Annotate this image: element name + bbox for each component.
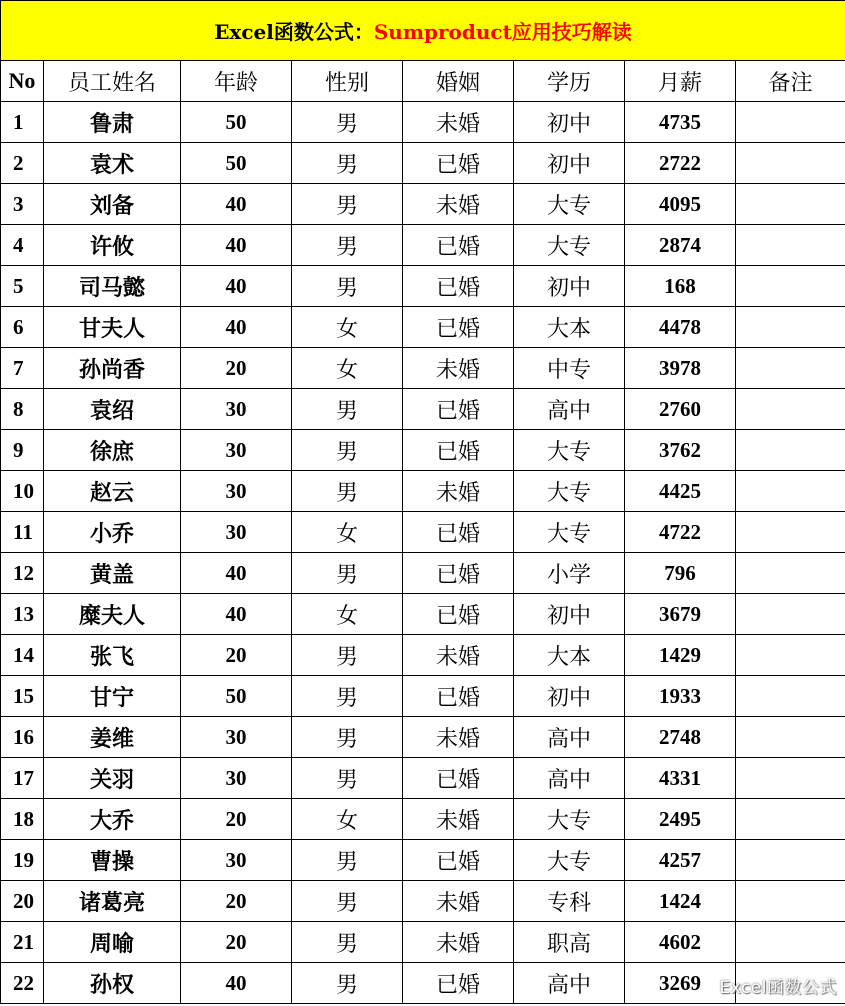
table-row (1, 717, 845, 758)
cell-name[interactable]: 曹操 (44, 840, 181, 881)
cell-no[interactable]: 6 (1, 307, 44, 348)
cell-education[interactable]: 大专 (514, 471, 625, 512)
cell-salary[interactable]: 4722 (625, 512, 736, 553)
cell-gender[interactable]: 男 (292, 471, 403, 512)
cell-marriage[interactable]: 已婚 (403, 758, 514, 799)
cell-education[interactable]: 职高 (514, 922, 625, 963)
cell-age[interactable]: 20 (181, 922, 292, 963)
cell-gender[interactable]: 男 (292, 430, 403, 471)
cell-marriage[interactable]: 已婚 (403, 430, 514, 471)
cell-note[interactable] (736, 635, 845, 676)
cell-salary[interactable]: 4331 (625, 758, 736, 799)
cell-marriage[interactable]: 已婚 (403, 225, 514, 266)
cell-education[interactable]: 大专 (514, 225, 625, 266)
cell-education[interactable]: 大专 (514, 184, 625, 225)
cell-gender[interactable]: 女 (292, 307, 403, 348)
cell-note[interactable] (736, 553, 845, 594)
cell-education[interactable]: 小学 (514, 553, 625, 594)
header-gender[interactable]: 性别 (292, 61, 403, 102)
cell-note[interactable] (736, 717, 845, 758)
cell-education[interactable]: 大本 (514, 307, 625, 348)
cell-marriage[interactable]: 已婚 (403, 594, 514, 635)
cell-name[interactable]: 张飞 (44, 635, 181, 676)
cell-salary[interactable]: 4425 (625, 471, 736, 512)
sheet-title[interactable] (1, 1, 845, 61)
cell-gender[interactable]: 男 (292, 266, 403, 307)
cell-age[interactable]: 30 (181, 430, 292, 471)
cell-marriage[interactable]: 已婚 (403, 307, 514, 348)
cell-no[interactable]: 9 (1, 430, 44, 471)
cell-gender[interactable]: 男 (292, 225, 403, 266)
cell-age[interactable]: 40 (181, 553, 292, 594)
cell-education[interactable]: 初中 (514, 143, 625, 184)
title-highlight: Sumproduct应用技巧解读 (373, 20, 632, 44)
cell-marriage[interactable]: 未婚 (403, 635, 514, 676)
cell-note[interactable] (736, 307, 845, 348)
cell-marriage[interactable]: 未婚 (403, 717, 514, 758)
cell-education[interactable]: 初中 (514, 676, 625, 717)
cell-name[interactable]: 小乔 (44, 512, 181, 553)
cell-education[interactable]: 专科 (514, 881, 625, 922)
cell-age[interactable]: 40 (181, 184, 292, 225)
table-row (1, 799, 845, 840)
cell-note[interactable] (736, 266, 845, 307)
cell-age[interactable]: 50 (181, 143, 292, 184)
table-row (1, 840, 845, 881)
header-row (1, 61, 845, 102)
cell-name[interactable]: 甘宁 (44, 676, 181, 717)
cell-gender[interactable]: 男 (292, 184, 403, 225)
cell-age[interactable]: 40 (181, 225, 292, 266)
cell-name[interactable]: 赵云 (44, 471, 181, 512)
cell-no[interactable]: 13 (1, 594, 44, 635)
cell-note[interactable] (736, 512, 845, 553)
cell-gender[interactable]: 男 (292, 758, 403, 799)
cell-salary[interactable]: 2748 (625, 717, 736, 758)
cell-gender[interactable]: 男 (292, 635, 403, 676)
cell-name[interactable]: 大乔 (44, 799, 181, 840)
table-row (1, 143, 845, 184)
cell-gender[interactable]: 男 (292, 881, 403, 922)
cell-no[interactable]: 15 (1, 676, 44, 717)
cell-name[interactable]: 糜夫人 (44, 594, 181, 635)
header-no[interactable]: No (1, 61, 44, 102)
header-education[interactable]: 学历 (514, 61, 625, 102)
cell-salary[interactable]: 796 (625, 553, 736, 594)
cell-no[interactable]: 8 (1, 389, 44, 430)
cell-salary[interactable]: 4095 (625, 184, 736, 225)
cell-marriage[interactable]: 未婚 (403, 102, 514, 143)
cell-education[interactable]: 高中 (514, 389, 625, 430)
cell-no[interactable]: 2 (1, 143, 44, 184)
cell-gender[interactable]: 女 (292, 594, 403, 635)
cell-marriage[interactable]: 已婚 (403, 676, 514, 717)
cell-age[interactable]: 20 (181, 799, 292, 840)
table-row (1, 758, 845, 799)
table-row (1, 594, 845, 635)
cell-gender[interactable]: 男 (292, 553, 403, 594)
cell-no[interactable]: 20 (1, 881, 44, 922)
cell-name[interactable]: 甘夫人 (44, 307, 181, 348)
cell-note[interactable] (736, 102, 845, 143)
cell-marriage[interactable]: 已婚 (403, 389, 514, 430)
cell-gender[interactable]: 女 (292, 512, 403, 553)
cell-education[interactable]: 大专 (514, 512, 625, 553)
cell-no[interactable]: 1 (1, 102, 44, 143)
header-age[interactable]: 年龄 (181, 61, 292, 102)
cell-note[interactable] (736, 184, 845, 225)
title-prefix: Excel函数公式： (214, 20, 374, 44)
header-salary[interactable]: 月薪 (625, 61, 736, 102)
cell-age[interactable]: 40 (181, 307, 292, 348)
cell-salary[interactable]: 4602 (625, 922, 736, 963)
cell-education[interactable]: 大专 (514, 430, 625, 471)
cell-note[interactable] (736, 840, 845, 881)
cell-no[interactable]: 12 (1, 553, 44, 594)
cell-name[interactable]: 诸葛亮 (44, 881, 181, 922)
cell-name[interactable]: 徐庶 (44, 430, 181, 471)
title-row (1, 1, 845, 61)
cell-salary[interactable]: 3762 (625, 430, 736, 471)
cell-gender[interactable]: 男 (292, 922, 403, 963)
cell-education[interactable]: 高中 (514, 758, 625, 799)
cell-education[interactable]: 初中 (514, 594, 625, 635)
cell-gender[interactable]: 女 (292, 799, 403, 840)
cell-no[interactable]: 5 (1, 266, 44, 307)
cell-gender[interactable]: 男 (292, 102, 403, 143)
table-row (1, 512, 845, 553)
cell-name[interactable]: 司马懿 (44, 266, 181, 307)
cell-note[interactable] (736, 348, 845, 389)
cell-age[interactable]: 50 (181, 676, 292, 717)
cell-note[interactable] (736, 676, 845, 717)
cell-no[interactable]: 17 (1, 758, 44, 799)
cell-name[interactable]: 黄盖 (44, 553, 181, 594)
cell-marriage[interactable]: 已婚 (403, 512, 514, 553)
table-row (1, 307, 845, 348)
cell-no[interactable]: 21 (1, 922, 44, 963)
cell-age[interactable]: 20 (181, 881, 292, 922)
cell-education[interactable]: 大专 (514, 799, 625, 840)
cell-no[interactable]: 7 (1, 348, 44, 389)
cell-age[interactable]: 30 (181, 471, 292, 512)
cell-marriage[interactable]: 未婚 (403, 922, 514, 963)
cell-marriage[interactable]: 已婚 (403, 840, 514, 881)
cell-marriage[interactable]: 未婚 (403, 881, 514, 922)
table-row (1, 881, 845, 922)
table-row (1, 266, 845, 307)
cell-salary[interactable]: 4478 (625, 307, 736, 348)
cell-name[interactable]: 袁术 (44, 143, 181, 184)
cell-salary[interactable]: 4257 (625, 840, 736, 881)
cell-age[interactable]: 30 (181, 512, 292, 553)
cell-salary[interactable]: 1424 (625, 881, 736, 922)
cell-salary[interactable]: 168 (625, 266, 736, 307)
cell-salary[interactable]: 3679 (625, 594, 736, 635)
table-row (1, 184, 845, 225)
cell-name[interactable]: 许攸 (44, 225, 181, 266)
cell-age[interactable]: 30 (181, 389, 292, 430)
cell-gender[interactable]: 男 (292, 963, 403, 1004)
cell-no[interactable]: 10 (1, 471, 44, 512)
cell-salary[interactable]: 2760 (625, 389, 736, 430)
table-row (1, 389, 845, 430)
cell-age[interactable]: 50 (181, 102, 292, 143)
cell-salary[interactable]: 2722 (625, 143, 736, 184)
cell-age[interactable]: 30 (181, 758, 292, 799)
cell-age[interactable]: 40 (181, 963, 292, 1004)
cell-note[interactable] (736, 471, 845, 512)
cell-salary[interactable]: 1933 (625, 676, 736, 717)
cell-name[interactable]: 孙权 (44, 963, 181, 1004)
table-row (1, 102, 845, 143)
cell-note[interactable] (736, 799, 845, 840)
header-note[interactable]: 备注 (736, 61, 845, 102)
cell-name[interactable]: 袁绍 (44, 389, 181, 430)
cell-no[interactable]: 18 (1, 799, 44, 840)
cell-marriage[interactable]: 未婚 (403, 348, 514, 389)
table-row (1, 348, 845, 389)
table-body (1, 102, 845, 1004)
cell-no[interactable]: 22 (1, 963, 44, 1004)
table-row (1, 225, 845, 266)
cell-education[interactable]: 高中 (514, 963, 625, 1004)
cell-salary[interactable]: 2495 (625, 799, 736, 840)
cell-marriage[interactable]: 未婚 (403, 799, 514, 840)
cell-name[interactable]: 周喻 (44, 922, 181, 963)
cell-education[interactable]: 高中 (514, 717, 625, 758)
cell-salary[interactable]: 2874 (625, 225, 736, 266)
cell-salary[interactable]: 4735 (625, 102, 736, 143)
cell-no[interactable]: 3 (1, 184, 44, 225)
cell-note[interactable] (736, 881, 845, 922)
cell-age[interactable]: 20 (181, 348, 292, 389)
cell-salary[interactable]: 3978 (625, 348, 736, 389)
cell-name[interactable]: 姜维 (44, 717, 181, 758)
cell-age[interactable]: 40 (181, 594, 292, 635)
cell-gender[interactable]: 男 (292, 676, 403, 717)
cell-note[interactable] (736, 758, 845, 799)
cell-gender[interactable]: 男 (292, 717, 403, 758)
header-name[interactable]: 员工姓名 (44, 61, 181, 102)
cell-no[interactable]: 16 (1, 717, 44, 758)
cell-education[interactable]: 大专 (514, 840, 625, 881)
cell-salary[interactable]: 1429 (625, 635, 736, 676)
cell-marriage[interactable]: 已婚 (403, 553, 514, 594)
cell-gender[interactable]: 男 (292, 389, 403, 430)
cell-note[interactable] (736, 430, 845, 471)
cell-education[interactable]: 大本 (514, 635, 625, 676)
cell-marriage[interactable]: 未婚 (403, 471, 514, 512)
table-row (1, 676, 845, 717)
cell-name[interactable]: 刘备 (44, 184, 181, 225)
cell-salary[interactable]: 3269 (625, 963, 736, 1004)
watermark: Excel函数公式 (719, 978, 837, 998)
table-row (1, 430, 845, 471)
cell-name[interactable]: 关羽 (44, 758, 181, 799)
cell-gender[interactable]: 男 (292, 840, 403, 881)
table-row (1, 922, 845, 963)
cell-marriage[interactable]: 已婚 (403, 963, 514, 1004)
cell-no[interactable]: 4 (1, 225, 44, 266)
cell-age[interactable]: 20 (181, 635, 292, 676)
cell-no[interactable]: 11 (1, 512, 44, 553)
cell-education[interactable]: 中专 (514, 348, 625, 389)
cell-marriage[interactable]: 已婚 (403, 266, 514, 307)
table-row (1, 635, 845, 676)
cell-note[interactable] (736, 225, 845, 266)
cell-education[interactable]: 初中 (514, 102, 625, 143)
cell-note[interactable] (736, 143, 845, 184)
cell-note[interactable] (736, 922, 845, 963)
cell-age[interactable]: 30 (181, 840, 292, 881)
header-marriage[interactable]: 婚姻 (403, 61, 514, 102)
cell-note[interactable] (736, 594, 845, 635)
cell-no[interactable]: 14 (1, 635, 44, 676)
table-row (1, 553, 845, 594)
cell-education[interactable]: 初中 (514, 266, 625, 307)
cell-marriage[interactable]: 已婚 (403, 143, 514, 184)
cell-marriage[interactable]: 未婚 (403, 184, 514, 225)
cell-name[interactable]: 鲁肃 (44, 102, 181, 143)
cell-age[interactable]: 40 (181, 266, 292, 307)
cell-gender[interactable]: 女 (292, 348, 403, 389)
table-row (1, 471, 845, 512)
cell-gender[interactable]: 男 (292, 143, 403, 184)
cell-no[interactable]: 19 (1, 840, 44, 881)
cell-note[interactable] (736, 389, 845, 430)
cell-name[interactable]: 孙尚香 (44, 348, 181, 389)
cell-age[interactable]: 30 (181, 717, 292, 758)
